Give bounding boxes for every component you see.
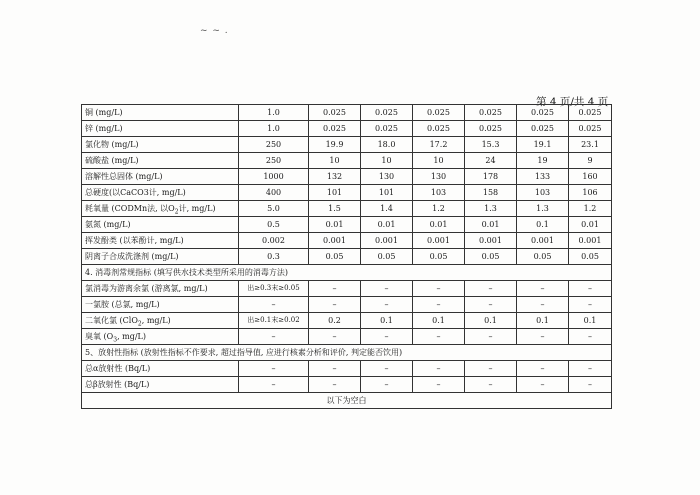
sample-value: 1.2 <box>569 201 612 217</box>
sample-value: – <box>413 361 465 377</box>
sample-value: 0.2 <box>309 313 361 329</box>
limit-value: 0.3 <box>239 249 309 265</box>
indicator-name: 氨氮 (mg/L) <box>82 217 239 233</box>
sample-value: 1.4 <box>361 201 413 217</box>
indicator-name-suffix: 计, mg/L) <box>178 204 216 213</box>
sample-value: – <box>309 281 361 297</box>
sample-value: 0.1 <box>517 217 569 233</box>
limit-value: – <box>239 329 309 345</box>
sample-value: 101 <box>361 185 413 201</box>
indicator-name: 总α放射性 (Bq/L) <box>82 361 239 377</box>
sample-value: 133 <box>517 169 569 185</box>
sample-value: 17.2 <box>413 137 465 153</box>
limit-value: 1.0 <box>239 105 309 121</box>
sample-value: – <box>465 297 517 313</box>
sample-value: 103 <box>517 185 569 201</box>
limit-value: 0.002 <box>239 233 309 249</box>
indicator-name: 氯消毒为游离余氯 (游离氯, mg/L) <box>82 281 239 297</box>
sample-value: – <box>361 377 413 393</box>
sample-value: 0.1 <box>361 313 413 329</box>
limit-value: 1.0 <box>239 121 309 137</box>
section-row <box>82 345 612 361</box>
sample-value: 0.01 <box>569 217 612 233</box>
sample-value: 0.1 <box>413 313 465 329</box>
table-row <box>82 121 612 137</box>
sample-value: – <box>361 297 413 313</box>
sample-value: 1.3 <box>465 201 517 217</box>
table-body-section5-header <box>82 345 612 361</box>
sample-value: 0.025 <box>569 105 612 121</box>
sample-value: – <box>569 377 612 393</box>
sample-value: 0.1 <box>517 313 569 329</box>
table-row <box>82 233 612 249</box>
table-body-disinfectant <box>82 281 612 345</box>
indicator-name-prefix: 二氧化氯 (ClO <box>85 316 138 325</box>
limit-value: 250 <box>239 153 309 169</box>
sample-value: 0.001 <box>361 233 413 249</box>
sample-value: 1.5 <box>309 201 361 217</box>
indicator-name <box>82 329 239 345</box>
section-title-radioactivity: 5、放射性指标 (放射性指标不作要求, 超过指导值, 应进行核素分析和评价, 判定能否饮用) <box>82 345 612 361</box>
sample-value: 0.025 <box>309 121 361 137</box>
sample-value: – <box>569 361 612 377</box>
table-row <box>82 153 612 169</box>
sample-value: 0.025 <box>569 121 612 137</box>
indicator-name <box>82 201 239 217</box>
table-body-general <box>82 105 612 265</box>
indicator-name: 硫酸盐 (mg/L) <box>82 153 239 169</box>
sample-value: – <box>517 377 569 393</box>
sample-value: 0.001 <box>569 233 612 249</box>
sample-value: 0.025 <box>361 105 413 121</box>
indicator-name: 阴离子合成洗涤剂 (mg/L) <box>82 249 239 265</box>
sample-value: 0.05 <box>465 249 517 265</box>
table-row <box>82 313 612 329</box>
sample-value: – <box>517 361 569 377</box>
sample-value: – <box>309 361 361 377</box>
sample-value: – <box>309 329 361 345</box>
sample-value: 19 <box>517 153 569 169</box>
sample-value: 0.05 <box>413 249 465 265</box>
blank-below-note: 以下为空白 <box>82 393 612 409</box>
sample-value: 132 <box>309 169 361 185</box>
limit-value: 400 <box>239 185 309 201</box>
sample-value: 103 <box>413 185 465 201</box>
indicator-name: 锌 (mg/L) <box>82 121 239 137</box>
sample-value: 0.001 <box>413 233 465 249</box>
sample-value: – <box>413 377 465 393</box>
sample-value: 19.9 <box>309 137 361 153</box>
table-row <box>82 297 612 313</box>
limit-value: – <box>239 361 309 377</box>
sample-value: 0.01 <box>465 217 517 233</box>
limit-value: 出≥0.3末≥0.05 <box>239 281 309 297</box>
sample-value: 160 <box>569 169 612 185</box>
table-row <box>82 105 612 121</box>
sample-value: 130 <box>413 169 465 185</box>
limit-value: – <box>239 377 309 393</box>
table-row <box>82 201 612 217</box>
sample-value: 0.01 <box>413 217 465 233</box>
sample-value: 1.2 <box>413 201 465 217</box>
sample-value: 0.05 <box>569 249 612 265</box>
table-row <box>82 169 612 185</box>
sample-value: 10 <box>413 153 465 169</box>
sample-value: 178 <box>465 169 517 185</box>
indicator-name-suffix: , mg/L) <box>117 332 146 341</box>
sample-value: 0.025 <box>517 121 569 137</box>
section-row <box>82 265 612 281</box>
sample-value: – <box>361 281 413 297</box>
sample-value: 0.025 <box>413 121 465 137</box>
limit-value: 出≥0.1末≥0.02 <box>239 313 309 329</box>
sample-value: – <box>569 329 612 345</box>
sample-value: – <box>465 281 517 297</box>
indicator-name: 总硬度(以CaCO3计, mg/L) <box>82 185 239 201</box>
sample-value: 15.3 <box>465 137 517 153</box>
sample-value: 0.1 <box>465 313 517 329</box>
sample-value: 9 <box>569 153 612 169</box>
indicator-name-prefix: 耗氧量 (CODMn法, 以O <box>85 204 175 213</box>
indicator-name <box>82 313 239 329</box>
limit-value: 5.0 <box>239 201 309 217</box>
sample-value: 158 <box>465 185 517 201</box>
sample-value: 24 <box>465 153 517 169</box>
sample-value: – <box>413 297 465 313</box>
indicator-name: 挥发酚类 (以苯酚计, mg/L) <box>82 233 239 249</box>
table-row <box>82 185 612 201</box>
indicator-name-subscript: 2 <box>137 320 142 328</box>
sample-value: – <box>361 329 413 345</box>
limit-value: 0.5 <box>239 217 309 233</box>
water-quality-table <box>81 104 612 409</box>
sample-value: – <box>517 281 569 297</box>
sample-value: 106 <box>569 185 612 201</box>
indicator-name-suffix: , mg/L) <box>141 316 171 325</box>
indicator-name-prefix: 臭氧 (O <box>85 332 114 341</box>
page-number: 第 4 页/共 4 页 <box>536 96 609 108</box>
sample-value: – <box>569 281 612 297</box>
indicator-name: 溶解性总固体 (mg/L) <box>82 169 239 185</box>
indicator-name: 一氯胺 (总氯, mg/L) <box>82 297 239 313</box>
indicator-name-subscript: 2 <box>174 208 179 216</box>
sample-value: 0.05 <box>309 249 361 265</box>
sample-value: 10 <box>309 153 361 169</box>
sample-value: 10 <box>361 153 413 169</box>
sample-value: 0.025 <box>465 121 517 137</box>
indicator-name: 铜 (mg/L) <box>82 105 239 121</box>
sample-value: 0.025 <box>361 121 413 137</box>
sample-value: 18.0 <box>361 137 413 153</box>
table-row <box>82 217 612 233</box>
sample-value: 19.1 <box>517 137 569 153</box>
sample-value: 0.025 <box>309 105 361 121</box>
scan-marks: ~ ~ . <box>200 26 229 36</box>
sample-value: – <box>517 297 569 313</box>
sample-value: 0.001 <box>309 233 361 249</box>
table-row <box>82 281 612 297</box>
table-row <box>82 377 612 393</box>
table-row <box>82 137 612 153</box>
sample-value: 0.01 <box>361 217 413 233</box>
table-body-radioactivity <box>82 361 612 393</box>
sample-value: 0.025 <box>517 105 569 121</box>
sample-value: – <box>569 297 612 313</box>
table-body-section4-header <box>82 265 612 281</box>
indicator-name: 氯化物 (mg/L) <box>82 137 239 153</box>
sample-value: 0.025 <box>413 105 465 121</box>
limit-value: – <box>239 297 309 313</box>
sample-value: – <box>309 377 361 393</box>
sample-value: 23.1 <box>569 137 612 153</box>
table-body-footer <box>82 393 612 409</box>
limit-value: 1000 <box>239 169 309 185</box>
sample-value: 1.3 <box>517 201 569 217</box>
sample-value: 0.001 <box>517 233 569 249</box>
sample-value: – <box>465 377 517 393</box>
table-row <box>82 361 612 377</box>
sample-value: – <box>309 297 361 313</box>
sample-value: 0.05 <box>517 249 569 265</box>
sample-value: – <box>413 329 465 345</box>
sample-value: – <box>465 329 517 345</box>
sample-value: 0.025 <box>465 105 517 121</box>
sample-value: – <box>361 361 413 377</box>
indicator-name: 总β放射性 (Bq/L) <box>82 377 239 393</box>
limit-value: 250 <box>239 137 309 153</box>
footer-row <box>82 393 612 409</box>
sample-value: 0.001 <box>465 233 517 249</box>
sample-value: – <box>413 281 465 297</box>
indicator-name-subscript: 3 <box>113 336 118 344</box>
section-title-disinfectant: 4. 消毒剂常规指标 (填写供水技术类型所采用的消毒方法) <box>82 265 612 281</box>
sample-value: 101 <box>309 185 361 201</box>
table-row <box>82 249 612 265</box>
sample-value: 0.05 <box>361 249 413 265</box>
sample-value: 0.01 <box>309 217 361 233</box>
sample-value: – <box>517 329 569 345</box>
sample-value: 130 <box>361 169 413 185</box>
sample-value: – <box>465 361 517 377</box>
table-row <box>82 329 612 345</box>
sample-value: 0.1 <box>569 313 612 329</box>
